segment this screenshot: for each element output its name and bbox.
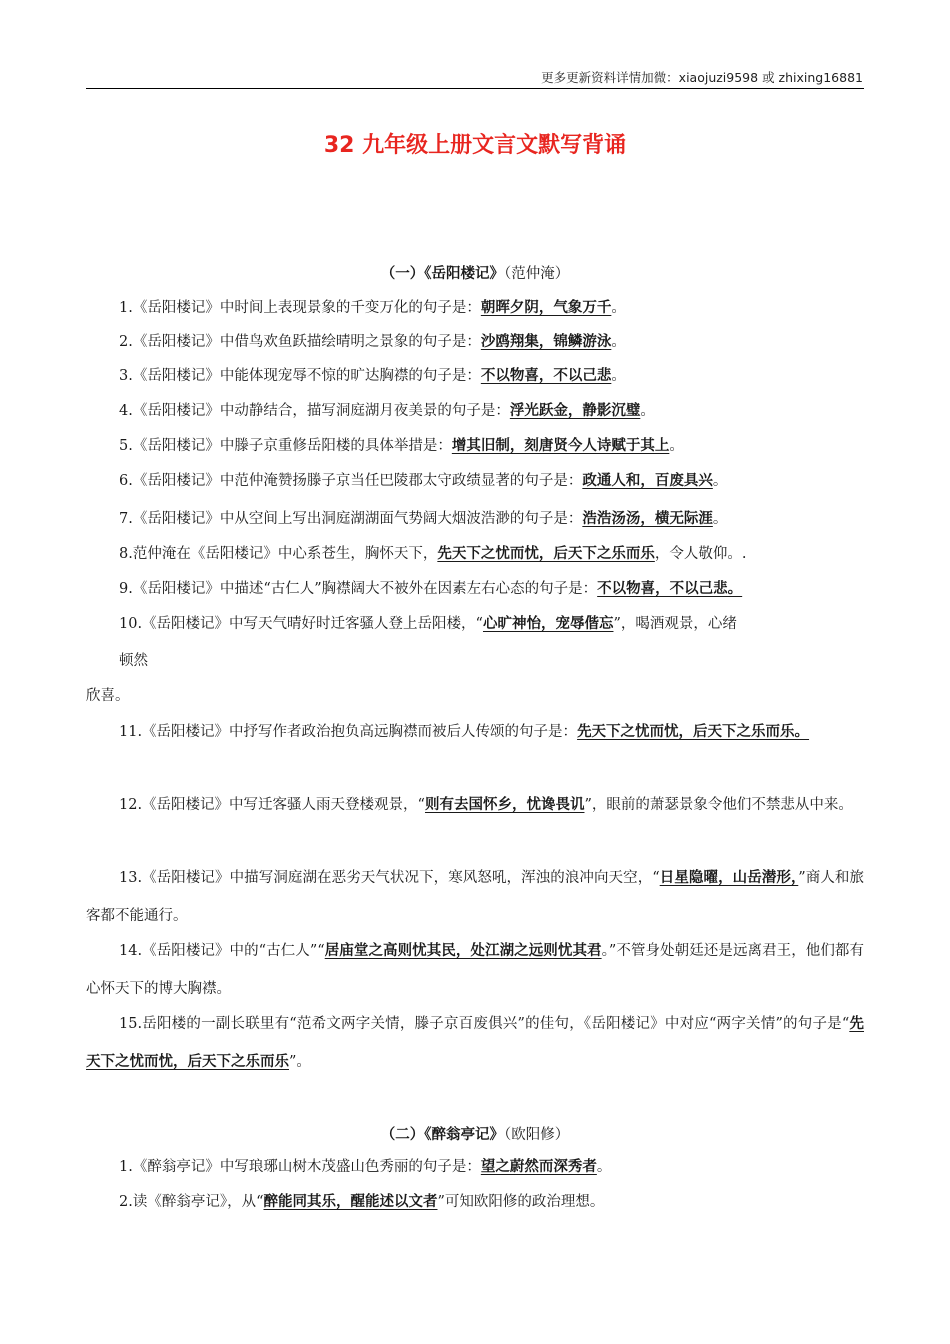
question-text: 1.《岳阳楼记》中时间上表现景象的千变万化的句子是： bbox=[119, 300, 481, 316]
question-text: 3.《岳阳楼记》中能体现宠辱不惊的旷达胸襟的句子是： bbox=[119, 368, 481, 384]
question-text: 13.《岳阳楼记》中描写洞庭湖在恶劣天气状况下，寒风怒吼，浑浊的浪冲向天空，“ bbox=[119, 870, 660, 886]
list-item bbox=[86, 605, 864, 643]
answer-text: 政通人和，百废具兴 bbox=[582, 473, 713, 489]
answer-text: 望之蔚然而深秀者 bbox=[480, 1159, 597, 1175]
list-item bbox=[86, 535, 864, 573]
list-item bbox=[86, 462, 864, 500]
tail-text: 。 bbox=[596, 1159, 612, 1175]
question-text: 9.《岳阳楼记》中描述“古仁人”胸襟阔大不被外在因素左右心态的句子是： bbox=[119, 581, 598, 597]
list-item-continuation bbox=[86, 677, 864, 715]
list-item bbox=[86, 859, 864, 935]
answer-text: 浮光跃金，静影沉璧 bbox=[509, 403, 641, 419]
header-contact-note: 更多更新资料详情加微：xiaojuzi9598 或 zhixing16881 bbox=[541, 70, 863, 85]
answer-text: 增其旧制，刻唐贤今人诗赋于其上 bbox=[451, 438, 670, 454]
answer-text: 不以物喜，不以己悲 bbox=[480, 368, 612, 384]
answer-text: 醉能同其乐，醒能述以文者 bbox=[263, 1194, 438, 1210]
answer-text: 不以物喜，不以己悲。 bbox=[597, 581, 743, 597]
answer-text: 沙鸥翔集，锦鳞游泳 bbox=[480, 334, 612, 350]
question-text: 1.《醉翁亭记》中写琅琊山树木茂盛山色秀丽的句子是： bbox=[119, 1159, 481, 1175]
section-1-book: 《岳阳楼记》 bbox=[424, 266, 504, 282]
question-text: 12.《岳阳楼记》中写迁客骚人雨天登楼观景，“ bbox=[119, 797, 425, 813]
continuation-text: 欣喜。 bbox=[86, 688, 130, 704]
list-item bbox=[86, 570, 864, 608]
answer-text: 先天下之忧而忧，后天下之乐而乐 bbox=[437, 546, 655, 562]
question-text: 5.《岳阳楼记》中滕子京重修岳阳楼的具体举措是： bbox=[119, 438, 452, 454]
header-divider bbox=[86, 88, 864, 89]
section-1-author: （范仲淹） bbox=[504, 266, 570, 282]
question-text: 10.《岳阳楼记》中写天气晴好时迁客骚人登上岳阳楼，“ bbox=[119, 616, 483, 632]
question-text: 2.《岳阳楼记》中借鸟欢鱼跃描绘晴明之景象的句子是： bbox=[119, 334, 481, 350]
question-text: 6.《岳阳楼记》中范仲淹赞扬滕子京当任巴陵郡太守政绩显著的句子是： bbox=[119, 473, 583, 489]
list-item bbox=[86, 357, 864, 395]
answer-text: 朝晖夕阴，气象万千 bbox=[480, 300, 612, 316]
tail-text: 。”不管身处朝廷还是远离君王，他们都有心怀天下的博大胸襟。 bbox=[86, 943, 864, 997]
question-text: 11.《岳阳楼记》中抒写作者政治抱负高远胸襟而被后人传颂的句子是： bbox=[119, 724, 578, 740]
answer-text: 浩浩汤汤，横无际涯 bbox=[582, 511, 713, 527]
tail-text: 。 bbox=[611, 334, 626, 350]
section-2-author: （欧阳修） bbox=[504, 1127, 570, 1143]
list-item bbox=[86, 500, 864, 538]
tail-text: ，令人敬仰。. bbox=[654, 546, 747, 562]
tail-text: ”，眼前的萧瑟景象令他们不禁悲从中来。 bbox=[584, 797, 853, 813]
tail-text: ”可知欧阳修的政治理想。 bbox=[437, 1194, 605, 1210]
question-text: 14.《岳阳楼记》中的“古仁人”“ bbox=[119, 943, 325, 959]
continuation-text: 顿然 bbox=[119, 653, 148, 669]
section-2-prefix: （二） bbox=[380, 1127, 425, 1143]
list-item bbox=[86, 786, 864, 824]
tail-text: 。 bbox=[640, 403, 655, 419]
tail-text: 。 bbox=[712, 473, 728, 489]
answer-text: 先天下之忧而忧，后天下之乐而乐。 bbox=[577, 724, 810, 740]
list-item bbox=[86, 932, 864, 1008]
tail-text: 。 bbox=[611, 300, 626, 316]
answer-text: 日星隐曜，山岳潜形， bbox=[659, 870, 799, 886]
answer-text: 居庙堂之高则忧其民，处江湖之远则忧其君 bbox=[324, 943, 602, 959]
list-item-continuation bbox=[86, 642, 864, 680]
section-1-heading bbox=[0, 262, 950, 283]
answer-text: 则有去国怀乡，忧谗畏讥 bbox=[424, 797, 585, 813]
tail-text: 。 bbox=[669, 438, 684, 454]
list-item bbox=[86, 427, 864, 465]
list-item bbox=[86, 323, 864, 361]
list-item bbox=[86, 1005, 864, 1081]
page-title: 32 九年级上册文言文默写背诵 bbox=[323, 133, 627, 158]
question-text: 15.岳阳楼的一副长联里有“范希文两字关情，滕子京百废俱兴”的佳句，《岳阳楼记》中对应“两字关情”的句子是“ bbox=[119, 1016, 850, 1032]
list-item bbox=[86, 392, 864, 430]
section-2-book: 《醉翁亭记》 bbox=[424, 1127, 504, 1143]
section-2-heading bbox=[0, 1123, 950, 1144]
question-text: 8.范仲淹在《岳阳楼记》中心系苍生，胸怀天下， bbox=[119, 546, 438, 562]
list-item bbox=[86, 1183, 864, 1221]
list-item bbox=[86, 713, 864, 751]
question-text: 7.《岳阳楼记》中从空间上写出洞庭湖湖面气势阔大烟波浩渺的句子是： bbox=[119, 511, 583, 527]
tail-text: ”商人和旅客都不能通行。 bbox=[86, 870, 864, 924]
list-item bbox=[86, 289, 864, 327]
tail-text: ”，喝酒观景，心绪 bbox=[613, 616, 737, 632]
question-text: 4.《岳阳楼记》中动静结合，描写洞庭湖月夜美景的句子是： bbox=[119, 403, 510, 419]
tail-text: 。 bbox=[712, 511, 728, 527]
tail-text: 。 bbox=[611, 368, 626, 384]
tail-text: ”。 bbox=[289, 1054, 311, 1070]
answer-text: 先天下之忧而忧，后天下之乐而乐 bbox=[86, 1016, 865, 1070]
section-1-prefix: （一） bbox=[380, 266, 425, 282]
answer-text: 心旷神怡，宠辱偕忘 bbox=[482, 616, 614, 632]
list-item bbox=[86, 1148, 864, 1186]
question-text: 2.读《醉翁亭记》，从“ bbox=[119, 1194, 264, 1210]
